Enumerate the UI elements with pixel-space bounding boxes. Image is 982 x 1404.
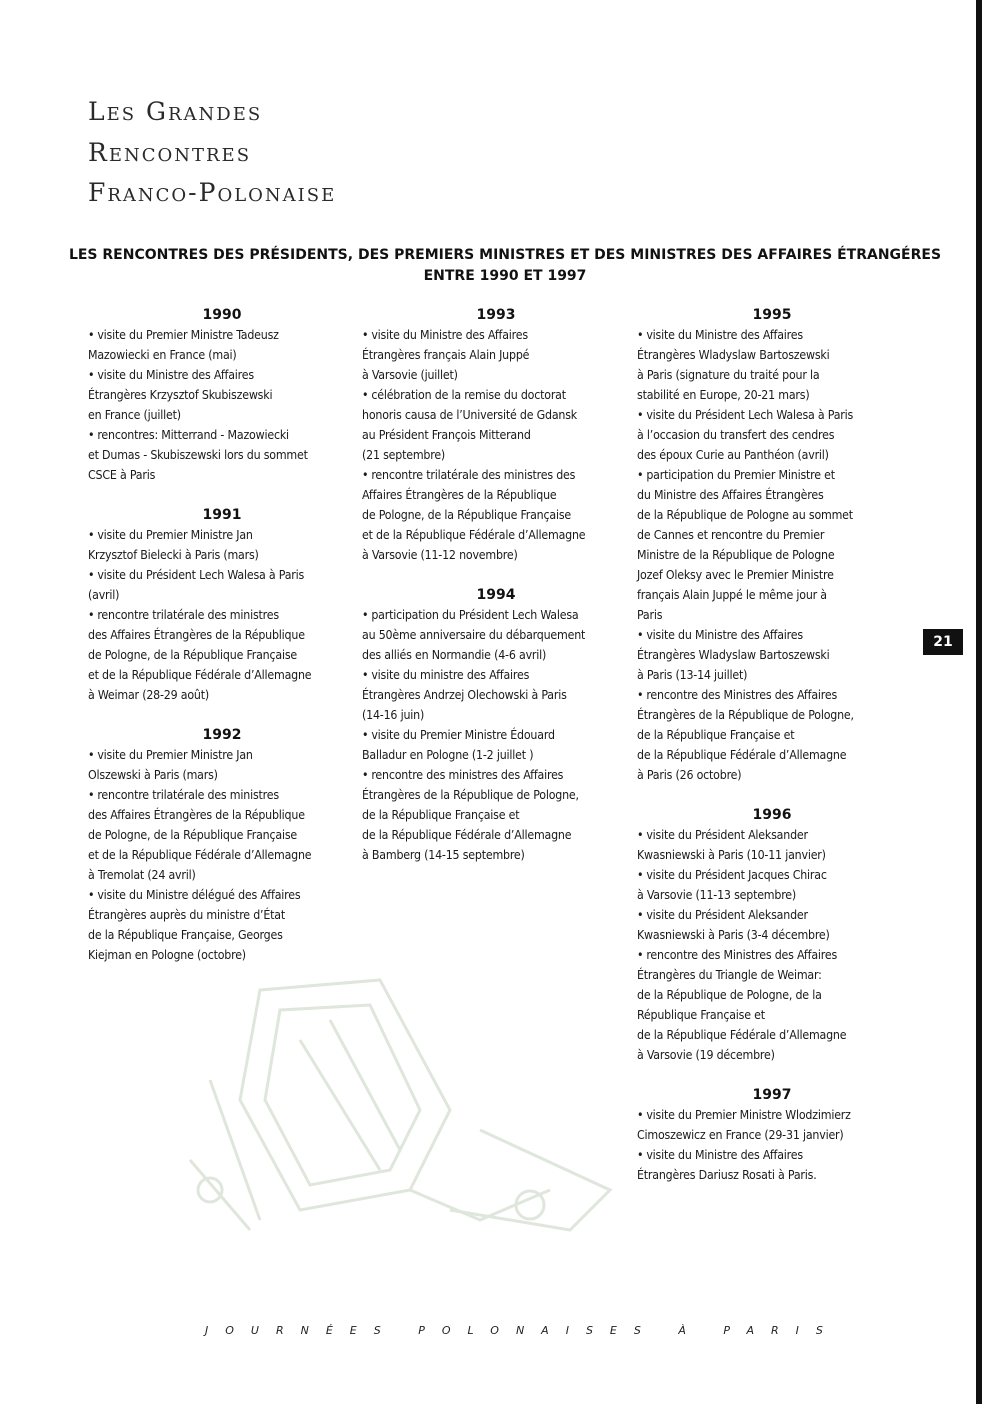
year-heading: 1992: [202, 727, 242, 743]
year-block-1996: [637, 805, 907, 1065]
list-item: • visite du Ministre délégué des Affaires Étrangères auprès du ministre d’État de la République Française, Georges Kiejman en Pologne (octobre): [88, 888, 301, 962]
faded-typewriter-illustration: [150, 960, 650, 1250]
year-heading: 1991: [202, 507, 242, 523]
page-title: [88, 92, 336, 214]
list-item: • rencontre des Ministres des Affaires Étrangères du Triangle de Weimar: de la République de Pologne, de la République Française et de la République Fédérale d’Allemagne à Varsovie (19 décembre): [637, 948, 847, 1062]
list-item: • visite du Ministre des Affaires Étrangères Wladyslaw Bartoszewski à Paris (signature du traité pour la stabilité en Europe, 20-21 mars): [637, 328, 830, 402]
title-line: Les Grandes: [88, 97, 263, 126]
list-item: • visite du Premier Ministre Wlodzimierz Cimoszewicz en France (29-31 janvier): [637, 1108, 851, 1142]
list-item: • visite du Premier Ministre Édouard Balladur en Pologne (1-2 juillet ): [362, 728, 555, 762]
list-item: • visite du Premier Ministre Jan Olszewski à Paris (mars): [88, 748, 253, 782]
list-item: • visite du Président Jacques Chirac à Varsovie (11-13 septembre): [637, 868, 827, 902]
running-footer: JOURNÉES POLONAISES À PARIS: [205, 1324, 840, 1337]
year-block-1997: [637, 1085, 907, 1185]
list-item: • rencontre des ministres des Affaires Étrangères de la République de Pologne, de la République Française et de la République Fédérale d’Allemagne à Bamberg (14-15 septembre): [362, 768, 579, 862]
list-item: • célébration de la remise du doctorat honoris causa de l’Université de Gdansk au Président François Mitterand (21 septembre): [362, 388, 578, 462]
list-item: • visite du Président Aleksander Kwasniewski à Paris (3-4 décembre): [637, 908, 830, 942]
list-item: • rencontre trilatérale des ministres des Affaires Étrangères de la République de Pologne, de la République Française et de la République Fédérale d’Allemagne à Weimar (28-29 août): [88, 608, 312, 702]
year-heading: 1994: [476, 587, 516, 603]
list-item: • visite du Ministre des Affaires Étrangères français Alain Juppé à Varsovie (juillet): [362, 328, 530, 382]
year-block-1993: [362, 305, 630, 565]
column-3: [637, 305, 907, 1205]
column-1: [88, 305, 356, 985]
title-line: Franco-Polonaise: [88, 178, 337, 207]
page-edge: [976, 0, 982, 1404]
year-heading: 1996: [752, 807, 792, 823]
year-heading: 1990: [202, 307, 242, 323]
list-item: • rencontre trilatérale des ministres des Affaires Étrangères de la République de Pologne, de la République Française et de la République Fédérale d’Allemagne à Tremolat (24 avril): [88, 788, 312, 882]
list-item: • visite du Premier Ministre Tadeusz Mazowiecki en France (mai): [88, 328, 279, 362]
page-number: 21: [923, 629, 963, 655]
list-item: • rencontre trilatérale des ministres des Affaires Étrangères de la République de Pologne, de la République Française et de la République Fédérale d’Allemagne à Varsovie (11-12 novembre): [362, 468, 586, 562]
year-heading: 1995: [752, 307, 792, 323]
list-item: • visite du Président Lech Walesa à Paris à l’occasion du transfert des cendres des époux Curie au Panthéon (avril): [637, 408, 854, 462]
year-block-1994: [362, 585, 630, 865]
title-line: Rencontres: [88, 137, 252, 167]
list-item: • visite du Ministre des Affaires Étrangères Wladyslaw Bartoszewski à Paris (13-14 juillet): [637, 628, 830, 682]
year-block-1995: [637, 305, 907, 785]
section-subtitle: [40, 245, 970, 287]
year-heading: 1997: [752, 1087, 792, 1103]
year-heading: 1993: [476, 307, 516, 323]
list-item: • participation du Président Lech Walesa au 50ème anniversaire du débarquement des alliés en Normandie (4-6 avril): [362, 608, 586, 662]
year-block-1992: [88, 725, 356, 965]
list-item: • visite du Président Aleksander Kwasniewski à Paris (10-11 janvier): [637, 828, 826, 862]
list-item: • visite du ministre des Affaires Étrangères Andrzej Olechowski à Paris (14-16 juin): [362, 668, 567, 722]
column-2: [362, 305, 630, 885]
list-item: • rencontres: Mitterrand - Mazowiecki et Dumas - Skubiszewski lors du sommet CSCE à Paris: [88, 428, 308, 482]
subtitle-line: LES RENCONTRES DES PRÉSIDENTS, DES PREMIERS MINISTRES ET DES MINISTRES DES AFFAIRES ÉTRANGÉRES: [68, 247, 942, 263]
list-item: • rencontre des Ministres des Affaires Étrangères de la République de Pologne, de la République Française et de la République Fédérale d’Allemagne à Paris (26 octobre): [637, 688, 854, 782]
year-block-1990: [88, 305, 356, 485]
list-item: • visite du Ministre des Affaires Étrangères Dariusz Rosati à Paris.: [637, 1148, 817, 1182]
list-item: • visite du Président Lech Walesa à Paris (avril): [88, 568, 305, 602]
list-item: • visite du Premier Ministre Jan Krzysztof Bielecki à Paris (mars): [88, 528, 259, 562]
year-block-1991: [88, 505, 356, 705]
subtitle-line: ENTRE 1990 ET 1997: [423, 268, 587, 284]
list-item: • visite du Ministre des Affaires Étrangères Krzysztof Skubiszewski en France (juillet): [88, 368, 273, 422]
list-item: • participation du Premier Ministre et du Ministre des Affaires Étrangères de la République de Pologne au sommet de Cannes et rencontre du Premier Ministre de la République de Pologne Jozef Oleksy avec le Premier Ministre français Alain Juppé le même jour à Paris: [637, 468, 853, 622]
